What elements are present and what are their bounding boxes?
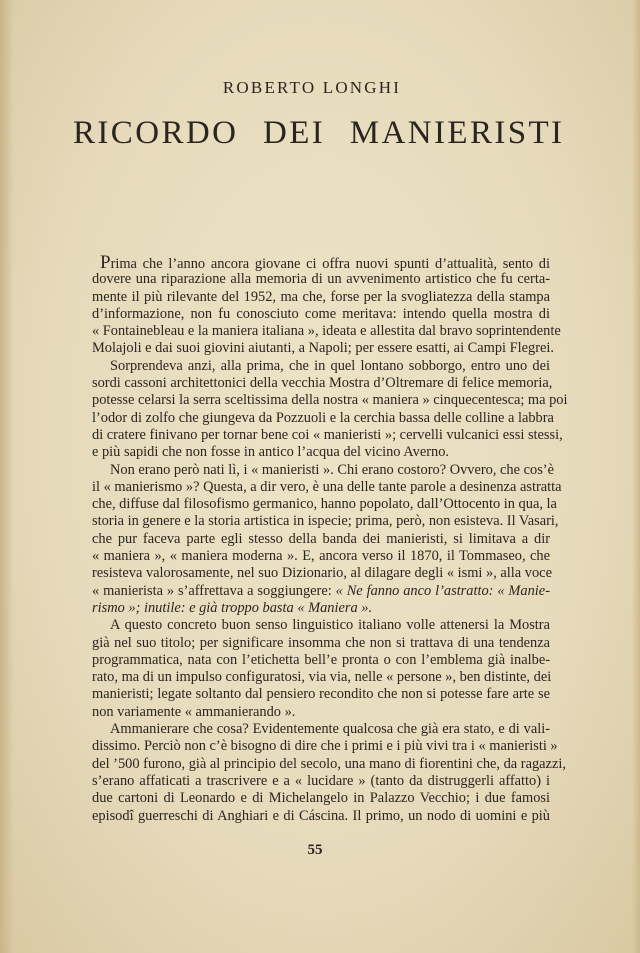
text-line: potesse celarsi la serra sceltissima della nostra « maniera » cinquecentesca; ma poi (92, 392, 568, 409)
text-line: il « manierismo »? Questa, a dir vero, è una delle tante parole a desinenza astratta (92, 478, 562, 495)
drop-cap: P (100, 252, 111, 273)
text-line: mente il più rilevante del 1952, ma che, forse per la svogliatezza della stampa (92, 288, 550, 305)
text-line: del ’500 furono, già al principio del secolo, una mano di fiorentini che, da ragazzi, (92, 755, 566, 772)
text-line: dovere una riparazione alla memoria di un avvenimento artistico che fu certa- (92, 271, 550, 288)
text-line-content: rima che l’anno ancora giovane ci offra nuovi spunti d’attualità, sento di (110, 256, 550, 272)
text-line: « Fontainebleau e la maniera italiana », ideata e allestita dal bravo soprintendente (92, 323, 561, 340)
article-body (92, 252, 568, 825)
text-line: che, diffuse dal filosofismo germanico, hanno popolato, dall’Ottocento in qua, la (92, 496, 557, 513)
page-edge-shadow (632, 0, 640, 953)
article-title: RICORDO DEI MANIERISTI (73, 115, 565, 151)
text-line-content: « manierista » s’affrettava a soggiungere: (92, 582, 332, 599)
text-line: di cratere finivano per tornar bene coi « manieristi »; cervelli vulcanici essi stessi, (92, 426, 563, 443)
paragraph (92, 357, 568, 462)
text-line: Ammanierare che cosa? Evidentemente qualcosa che già era stato, e di vali- (110, 721, 550, 738)
text-line: resisteva valorosamente, nel suo Dizionario, al dilagare degli « ismi », alla voce (92, 565, 552, 582)
italic-quote: rismo »; inutile: e già troppo basta « Maniera ». (92, 599, 373, 616)
text-line: « maniera », « maniera moderna ». E, ancora verso il 1870, il Tommaseo, che (92, 548, 550, 565)
page-number: 55 (307, 842, 323, 858)
text-line: già nel suo titolo; per significare insomma che non si trattava di una tendenza (92, 634, 550, 651)
paragraph (92, 461, 562, 618)
text-line: e più sapidi che non fosse in antico l’acqua del vicino Averno. (92, 444, 449, 461)
italic-quote: « Ne fanno anco l’astratto: « Manie- (331, 582, 550, 599)
text-line: A questo concreto buon senso linguistico italiano volle attenersi la Mostra (110, 617, 550, 634)
text-line: Molajoli e dai suoi giovini aiutanti, a Napoli; per essere esatti, ai Campi Flegrei. (92, 340, 554, 357)
text-line: che pur faceva parte egli stesso della banda dei manieristi, si limitava a dir (92, 530, 550, 547)
text-line: s’erano affaticati a trascrivere e a « lucidare » (tanto da distruggerli affatto) i (92, 772, 550, 789)
paragraph (92, 721, 566, 825)
text-line: non variamente « ammanierando ». (92, 703, 296, 720)
paragraph (92, 617, 550, 721)
text-line: episodî guerreschi di Anghiari e di Cáscina. Il primo, un nodo di uomini e più (92, 807, 550, 824)
text-line: sordi cassoni architettonici della vecchia Mostra d’Oltremare di felice memoria, (92, 375, 553, 392)
text-line: due cartoni di Leonardo e di Michelangelo in Palazzo Vecchio; i due famosi (92, 790, 550, 807)
text-line: dissimo. Perciò non c’è bisogno di dire che i primi e i più vivi tra i « manieristi » (92, 738, 558, 755)
author-name: ROBERTO LONGHI (222, 78, 402, 97)
text-line (92, 600, 550, 617)
text-line: manieristi; legate soltanto dal pensiero recondito che non si potesse fare arte se (92, 686, 550, 703)
text-line: storia in genere e la storia artistica in ispecie; prima, però, non esisteva. Il Vasari, (92, 513, 559, 530)
text-line: d’informazione, non fu conosciuto come meritava: intendo quella mostra di (92, 305, 550, 322)
text-line: rato, ma di un impulso configuratosi, via via, nelle « persone », ben distinte, dei (92, 669, 552, 686)
paragraph (92, 252, 561, 358)
text-line: Sorprendeva anzi, alla prima, che in quel lontano sobborgo, entro uno dei (110, 357, 550, 374)
text-line (92, 254, 550, 271)
text-line: l’odor di zolfo che giungeva da Pozzuoli e la cerchia bassa delle colline a labbra (92, 409, 554, 426)
text-line: Non erano però nati lì, i « manieristi ». Chi erano costoro? Ovvero, che cos’è (110, 461, 554, 478)
page-edge-shadow (0, 0, 14, 953)
text-line: programmatica, nata con l’etichetta bell’e pronta o con l’emblema già inalbe- (92, 651, 550, 668)
text-line (92, 583, 550, 600)
